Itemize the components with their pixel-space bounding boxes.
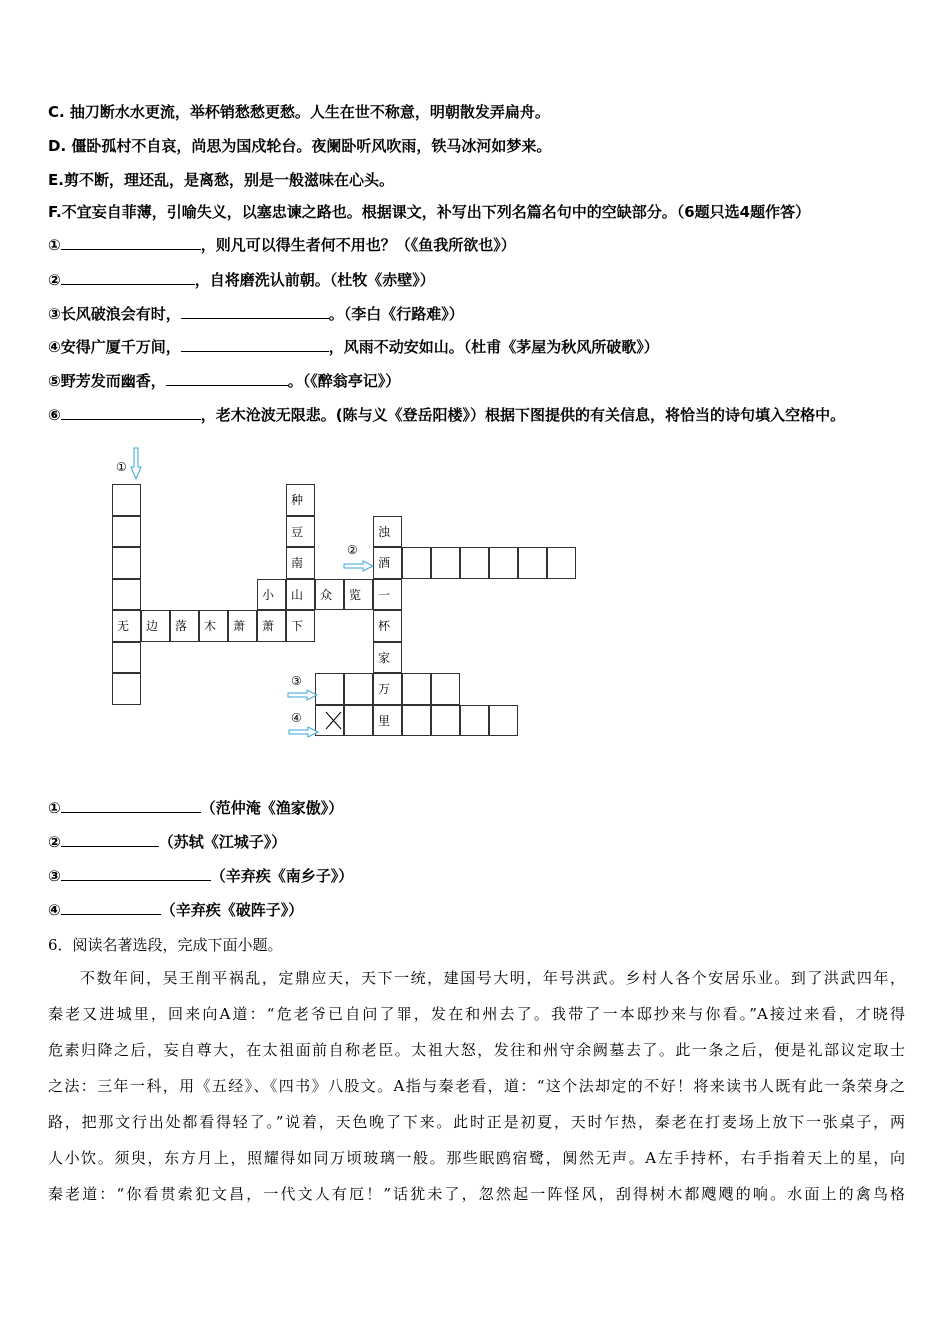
answer-blank[interactable] — [61, 900, 161, 915]
crossword-cell[interactable] — [460, 705, 489, 737]
cross-mark-icon — [320, 706, 347, 735]
crossword-cell: 木 — [199, 610, 228, 642]
arrow-icon — [287, 689, 319, 701]
passage-line: 不数年间，吴王削平祸乱，定鼎应天，天下一统，建国号大明，年号洪武。乡村人各个安居乐业。到了洪武四年， — [80, 969, 905, 987]
passage-line: 秦老道：“你看贯索犯文昌，一代文人有厄！”话犹未了，忽然起一阵怪风，刮得树木都飕飕的响。水面上的禽鸟格 — [48, 1185, 905, 1203]
answer-line-1: ① （范仲淹《渔家傲》） — [48, 799, 344, 817]
crossword-cell: 边 — [141, 610, 170, 642]
crossword-cell[interactable] — [402, 673, 431, 705]
answer-blank[interactable] — [166, 371, 288, 386]
crossword-cell[interactable] — [315, 673, 344, 705]
passage — [48, 960, 905, 1212]
fill-item-2: ② ，自将磨洗认前朝。（杜牧《赤壁》） — [48, 271, 435, 289]
crossword-cell: 万 — [373, 673, 402, 705]
crossword-cell: 浊 — [373, 516, 402, 548]
answer-line-3: ③ （辛弃疾《南乡子》） — [48, 867, 354, 885]
question-6-heading: 6．阅读名著选段，完成下面小题。 — [48, 936, 283, 954]
crossword-cell: 无 — [112, 610, 141, 642]
passage-line: 秦老又进城里，回来向A道：“危老爷已自问了罪，发在和州去了。我带了一本邸抄来与你看。”A接过来看，才晓得 — [48, 1005, 905, 1023]
crossword-cell[interactable] — [489, 705, 518, 737]
fill-item-4: ④安得广厦千万间， ，风雨不动安如山。（杜甫《茅屋为秋风所破歌》） — [48, 338, 659, 356]
crossword-cell[interactable] — [112, 579, 141, 611]
crossword-cell[interactable] — [460, 547, 489, 579]
crossword-cell: 杯 — [373, 610, 402, 642]
crossword-cell: 一 — [373, 579, 402, 611]
crossword-cell[interactable] — [431, 705, 460, 737]
answer-blank[interactable] — [181, 337, 329, 352]
answer-blank[interactable] — [61, 405, 201, 420]
option-f: F.不宜妄自菲薄，引喻失义，以塞忠谏之路也。根据课文，补写出下列名篇名句中的空缺部分。（6题只选4题作答） — [48, 203, 811, 221]
passage-line: 人小饮。须臾，东方月上，照耀得如同万顷玻璃一般。那些眠鸥宿鹭，阒然无声。A左手持杯，右手指着天上的星，向 — [48, 1149, 905, 1167]
fill-item-5: ⑤野芳发而幽香， 。（《醉翁亭记》） — [48, 372, 401, 390]
crossword-cell: 众 — [315, 579, 344, 611]
crossword-cell[interactable] — [402, 705, 431, 737]
clue-number: ② — [347, 543, 358, 557]
fill-item-3: ③长风破浪会有时， 。（李白《行路难》） — [48, 305, 464, 323]
option-d: D. 僵卧孤村不自哀，尚思为国戍轮台。夜阑卧听风吹雨，铁马冰河如梦来。 — [48, 137, 552, 155]
crossword-cell: 南 — [286, 547, 315, 579]
crossword-cell[interactable] — [112, 673, 141, 705]
crossword-cell: 萧 — [228, 610, 257, 642]
crossword-cell[interactable] — [112, 516, 141, 548]
answer-line-4: ④ （辛弃疾《破阵子》） — [48, 901, 304, 919]
answer-blank[interactable] — [61, 798, 201, 813]
clue-number: ④ — [291, 711, 302, 725]
passage-line: 之法：三年一科，用《五经》、《四书》八股文。A指与秦老看，道：“这个法却定的不好！将来读书人既有此一条荣身之 — [48, 1077, 905, 1095]
passage-line: 路，把那文行出处都看得轻了。”说着，天色晚了下来。此时正是初夏，天时乍热，秦老在打麦场上放下一张桌子，两 — [48, 1113, 905, 1131]
crossword-cell: 里 — [373, 705, 402, 737]
crossword-cell: 种 — [286, 484, 315, 516]
crossword-cell: 家 — [373, 642, 402, 674]
arrow-icon — [129, 447, 143, 481]
fill-item-1: ① ，则凡可以得生者何不用也？（《鱼我所欲也》） — [48, 236, 516, 254]
clue-number: ③ — [291, 674, 302, 688]
crossword-cell[interactable] — [518, 547, 547, 579]
crossword-cell: 小 — [257, 579, 286, 611]
crossword-cell[interactable] — [489, 547, 518, 579]
crossword-cell: 酒 — [373, 547, 402, 579]
crossword-cell[interactable] — [431, 547, 460, 579]
crossword-cell[interactable] — [112, 547, 141, 579]
crossword-cell[interactable] — [344, 673, 373, 705]
crossword-cell[interactable] — [431, 673, 460, 705]
crossword-cell: 落 — [170, 610, 199, 642]
crossword-cell[interactable] — [112, 484, 141, 516]
crossword-cell: 览 — [344, 579, 373, 611]
clue-number: ① — [116, 460, 127, 474]
passage-line: 危素归降之后，妄自尊大，在太祖面前自称老臣。太祖大怒，发往和州守余阙墓去了。此一条之后，便是礼部议定取士 — [48, 1041, 905, 1059]
crossword-cell[interactable] — [112, 642, 141, 674]
crossword-cell[interactable] — [547, 547, 576, 579]
answer-blank[interactable] — [61, 832, 159, 847]
crossword-cell: 山 — [286, 579, 315, 611]
answer-blank[interactable] — [181, 304, 329, 319]
option-e: E.剪不断，理还乱，是离愁，别是一般滋味在心头。 — [48, 171, 394, 189]
crossword-cell[interactable] — [402, 547, 431, 579]
answer-blank[interactable] — [61, 235, 201, 250]
answer-line-2: ② （苏轼《江城子》） — [48, 833, 287, 851]
crossword-cell: 豆 — [286, 516, 315, 548]
fill-item-6: ⑥ ，老木沧波无限悲。(陈与义《登岳阳楼》）根据下图提供的有关信息，将恰当的诗句填入空格中。 — [48, 406, 846, 424]
arrow-icon — [288, 726, 320, 738]
answer-blank[interactable] — [61, 866, 211, 881]
crossword-cell: 萧 — [257, 610, 286, 642]
option-c: C. 抽刀断水水更流，举杯销愁愁更愁。人生在世不称意，明朝散发弄扁舟。 — [48, 103, 550, 121]
crossword-cell: 下 — [286, 610, 315, 642]
crossword-cell[interactable] — [344, 705, 373, 737]
answer-blank[interactable] — [61, 270, 195, 285]
arrow-icon — [343, 560, 375, 572]
